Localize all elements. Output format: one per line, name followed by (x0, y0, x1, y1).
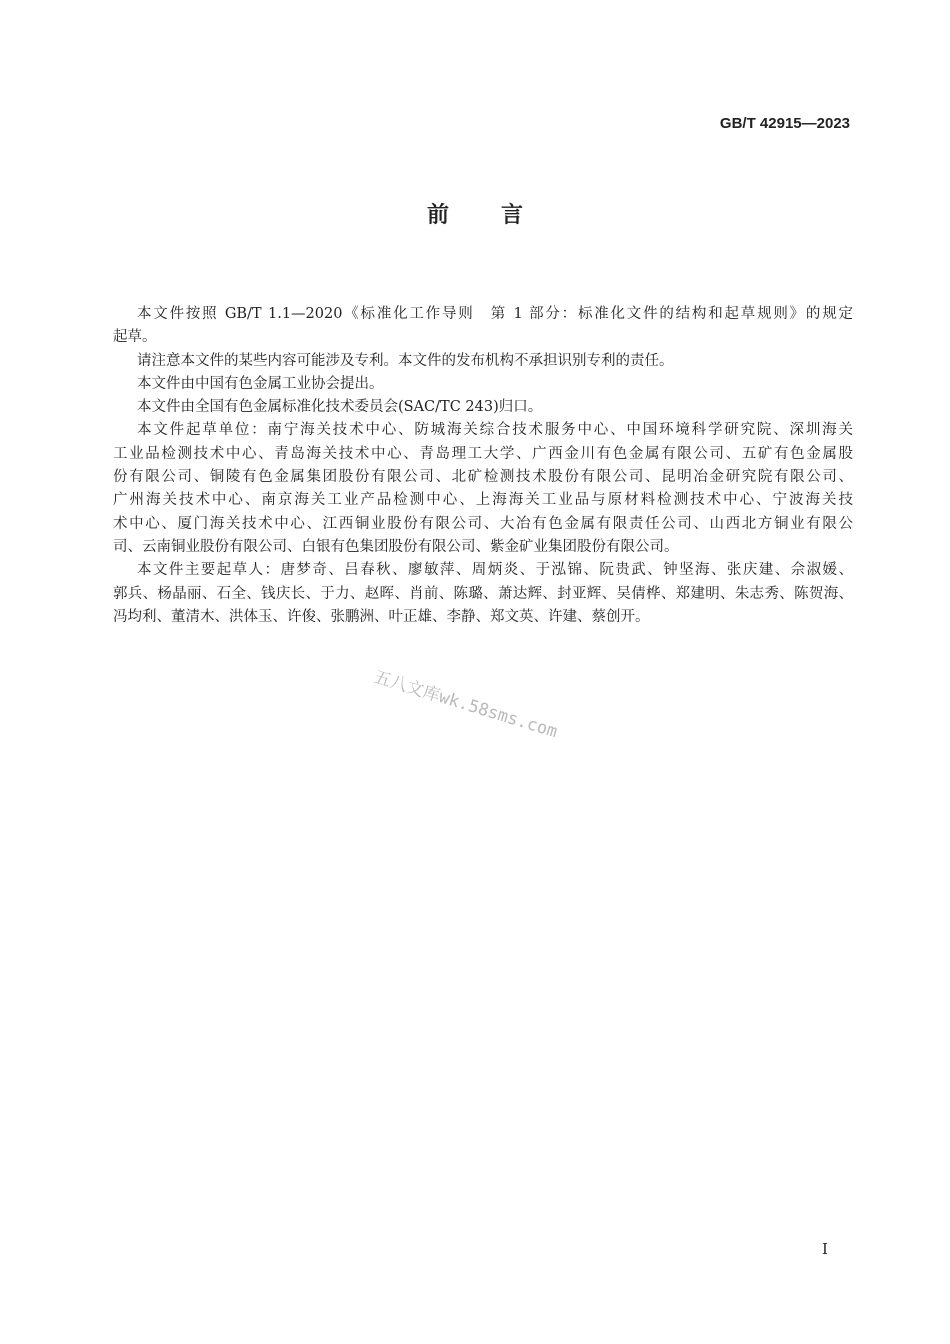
text-line: 术中心、厦门海关技术中心、江西铜业股份有限公司、大冶有色金属有限责任公司、山西北方铜业有限公 (113, 515, 853, 532)
text-line: 冯均利、董清木、洪体玉、许俊、张鹏洲、叶正雄、李静、郑文英、许建、蔡创开。 (113, 608, 650, 625)
standard-number: GB/T 42915—2023 (719, 115, 850, 132)
text-line: 广州海关技术中心、南京海关工业产品检测中心、上海海关工业品与原材料检测技术中心、宁波海关技 (113, 492, 853, 509)
text-line: 请注意本文件的某些内容可能涉及专利。本文件的发布机构不承担识别专利的责任。 (137, 352, 674, 369)
text-line: 郭兵、杨晶丽、石全、钱庆长、于力、赵晖、肖前、陈璐、萧达辉、封亚辉、吴倩桦、郑建明、朱志秀、陈贺海、 (113, 585, 853, 602)
text-line: 本文件由全国有色金属标准化技术委员会(SAC/TC 243)归口。 (137, 399, 543, 416)
page-number: I (822, 1240, 828, 1258)
text-line: 本文件主要起草人：唐梦奇、吕春秋、廖敏萍、周炳炎、于泓锦、阮贵武、钟坚海、张庆建、佘淑媛、 (137, 562, 853, 579)
page-title: 前言 (426, 203, 575, 228)
text-line: 司、云南铜业股份有限公司、白银有色集团股份有限公司、紫金矿业集团股份有限公司。 (113, 538, 679, 555)
text-line: 工业品检测技术中心、青岛海关技术中心、青岛理工大学、广西金川有色金属有限公司、五矿有色金属股 (113, 445, 853, 462)
text-line: 本文件由中国有色金属工业协会提出。 (137, 375, 384, 392)
foreword-body (113, 303, 853, 629)
text-line: 起草。 (113, 329, 157, 346)
text-line: 本文件按照 GB/T 1.1—2020《标准化工作导则 第 1 部分：标准化文件的结构和起草规则》的规定 (137, 306, 853, 322)
text-line: 本文件起草单位：南宁海关技术中心、防城海关综合技术服务中心、中国环境科学研究院、深圳海关 (137, 422, 853, 439)
watermark: 五八文库wk.58sms.com (371, 667, 560, 743)
text-line: 份有限公司、铜陵有色金属集团股份有限公司、北矿检测技术股份有限公司、昆明冶金研究院有限公司、 (113, 469, 853, 486)
